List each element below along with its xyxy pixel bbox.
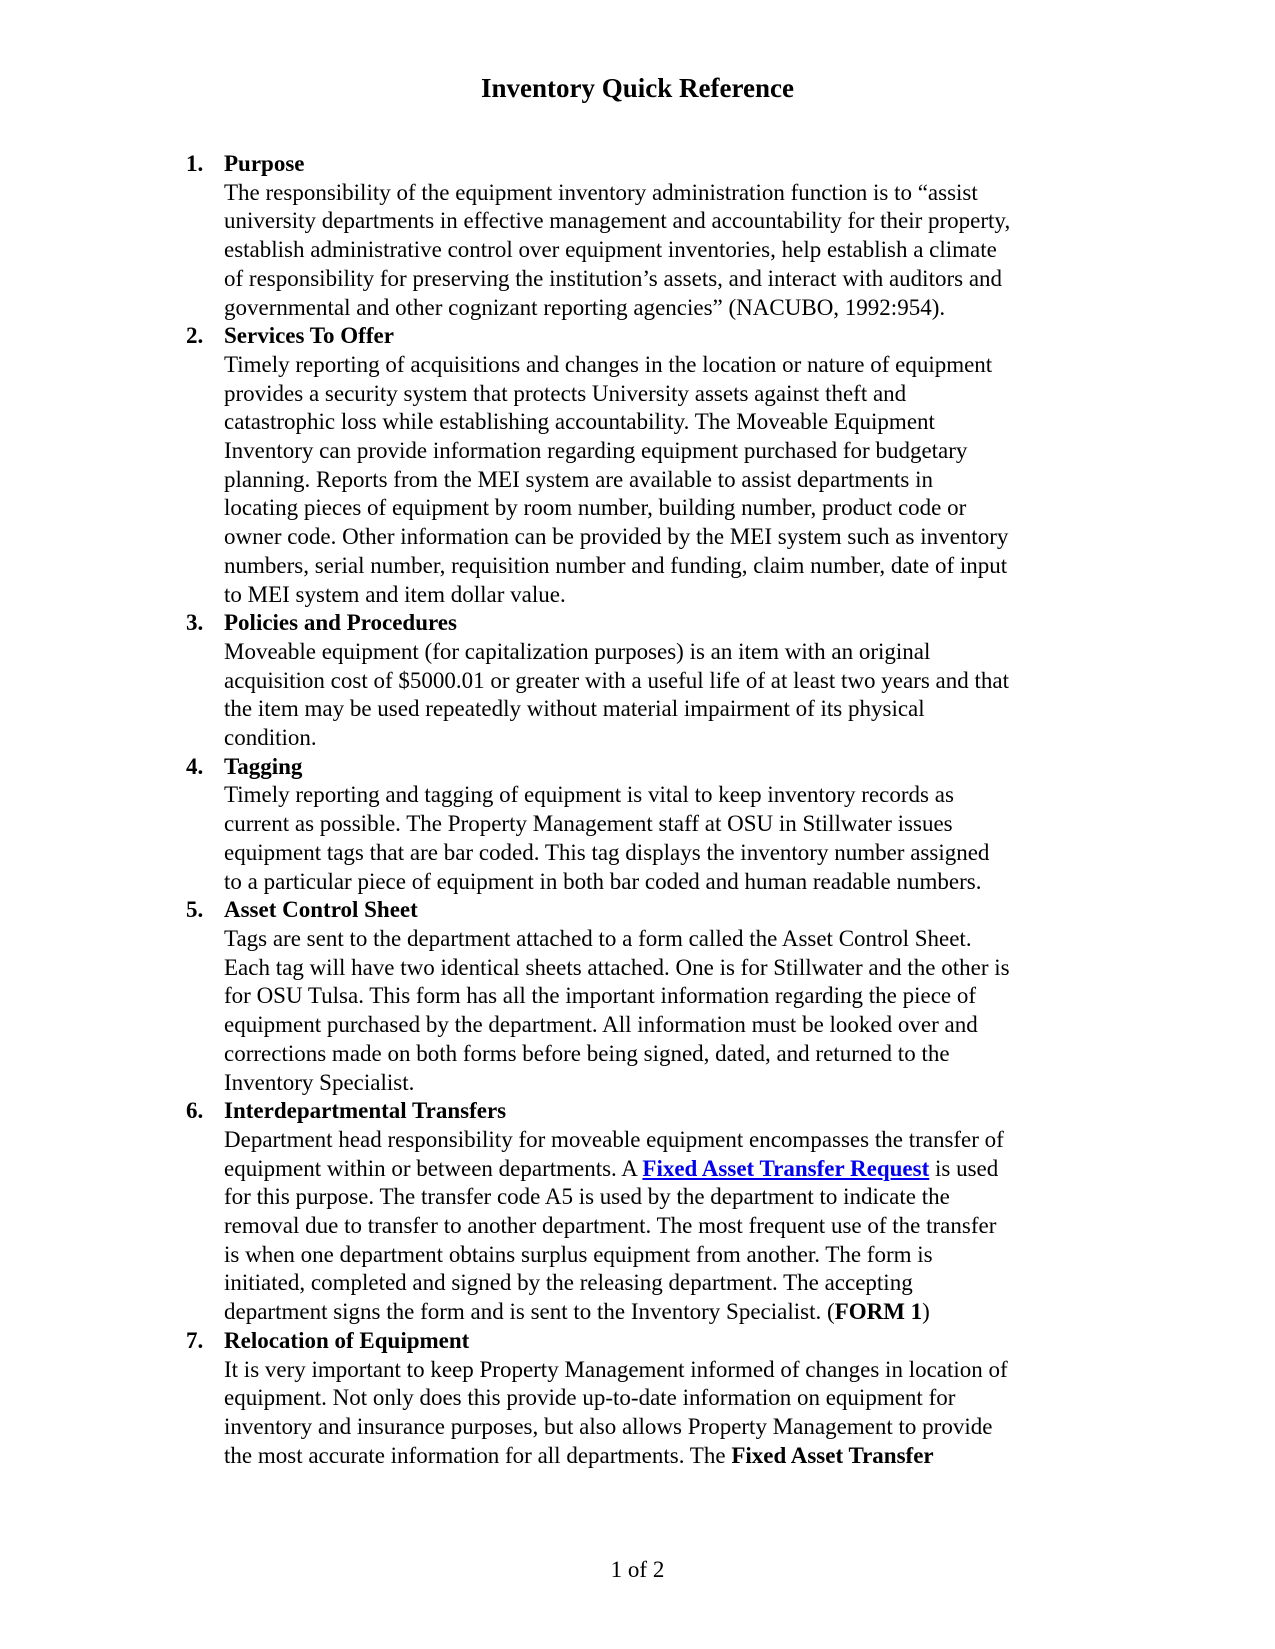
body-line: It is very important to keep Property Management informed of changes in location of — [224, 1356, 1008, 1382]
section-number: 6. — [186, 1098, 204, 1124]
body-line: for this purpose. The transfer code A5 is used by the department to indicate the — [224, 1184, 950, 1210]
body-text: is used — [929, 1155, 999, 1181]
body-line: acquisition cost of $5000.01 or greater with a useful life of at least two years and that — [224, 667, 1009, 693]
section-heading: Policies and Procedures — [224, 610, 457, 636]
form-reference: FORM 1 — [834, 1299, 923, 1325]
body-line — [224, 1442, 1094, 1471]
body-line: provides a security system that protects University assets against theft and — [224, 380, 907, 406]
body-line: Each tag will have two identical sheets attached. One is for Stillwater and the other is — [224, 954, 1010, 980]
fixed-asset-transfer-request-link[interactable]: Fixed Asset Transfer Request — [642, 1155, 930, 1181]
body-line: condition. — [224, 725, 317, 751]
body-line: inventory and insurance purposes, but also allows Property Management to provide — [224, 1413, 993, 1439]
body-line: The responsibility of the equipment inventory administration function is to “assist — [224, 179, 978, 205]
body-line: establish administrative control over equipment inventories, help establish a climate — [224, 237, 997, 263]
page-title: Inventory Quick Reference — [481, 73, 794, 103]
body-line: current as possible. The Property Management staff at OSU in Stillwater issues — [224, 811, 953, 837]
body-text: equipment within or between departments. A — [224, 1155, 643, 1181]
body-line: locating pieces of equipment by room number, building number, product code or — [224, 495, 967, 521]
body-line: university departments in effective management and accountability for their property, — [224, 208, 1011, 234]
body-line — [224, 1155, 1094, 1184]
section-number: 2. — [186, 323, 204, 349]
section-heading: Relocation of Equipment — [224, 1327, 470, 1353]
section-heading: Interdepartmental Transfers — [224, 1098, 507, 1124]
section-number: 3. — [186, 610, 204, 636]
section-number: 7. — [186, 1327, 204, 1353]
body-line: Inventory can provide information regarding equipment purchased for budgetary — [224, 438, 968, 464]
body-line: catastrophic loss while establishing accountability. The Moveable Equipment — [224, 409, 935, 435]
body-line: Inventory Specialist. — [224, 1069, 415, 1095]
section-asset-control-sheet — [0, 896, 1275, 1097]
body-line: the item may be used repeatedly without material impairment of its physical — [224, 696, 925, 722]
section-tagging — [0, 753, 1275, 897]
section-policies — [0, 609, 1275, 753]
body-line: owner code. Other information can be provided by the MEI system such as inventory — [224, 524, 1009, 550]
section-relocation — [0, 1327, 1275, 1471]
section-number: 1. — [186, 151, 204, 176]
body-line: for OSU Tulsa. This form has all the important information regarding the piece of — [224, 983, 977, 1009]
section-heading: Asset Control Sheet — [224, 897, 418, 923]
body-text: department signs the form and is sent to the Inventory Specialist. ( — [224, 1299, 835, 1325]
body-line: equipment. Not only does this provide up-to-date information on equipment for — [224, 1385, 956, 1411]
page-number: 1 of 2 — [610, 1557, 665, 1582]
body-line: Tags are sent to the department attached to a form called the Asset Control Sheet. — [224, 925, 972, 951]
body-line: planning. Reports from the MEI system are available to assist departments in — [224, 466, 934, 492]
section-heading: Services To Offer — [224, 323, 394, 349]
section-heading: Purpose — [224, 151, 305, 176]
body-line: is when one department obtains surplus equipment from another. The form is — [224, 1241, 933, 1267]
body-line: Moveable equipment (for capitalization purposes) is an item with an original — [224, 638, 931, 664]
body-line: to a particular piece of equipment in both bar coded and human readable numbers. — [224, 868, 982, 894]
section-services — [0, 322, 1275, 609]
body-text: ) — [922, 1299, 930, 1325]
body-line: Timely reporting of acquisitions and changes in the location or nature of equipment — [224, 351, 993, 377]
section-heading: Tagging — [224, 753, 303, 779]
body-line: equipment tags that are bar coded. This tag displays the inventory number assigned — [224, 839, 990, 865]
body-line: of responsibility for preserving the institution’s assets, and interact with auditors and — [224, 265, 1003, 291]
body-line: numbers, serial number, requisition number and funding, claim number, date of input — [224, 552, 1008, 578]
body-line: removal due to transfer to another department. The most frequent use of the transfer — [224, 1213, 997, 1239]
body-line: governmental and other cognizant reporting agencies” (NACUBO, 1992:954). — [224, 294, 946, 320]
section-number: 4. — [186, 753, 204, 779]
section-list — [0, 150, 1275, 1470]
section-number: 5. — [186, 897, 204, 923]
body-line: corrections made on both forms before being signed, dated, and returned to the — [224, 1040, 950, 1066]
form-name: Fixed Asset Transfer — [731, 1442, 934, 1468]
section-interdepartmental-transfers — [0, 1097, 1275, 1327]
body-line: to MEI system and item dollar value. — [224, 581, 566, 607]
body-line: equipment purchased by the department. All information must be looked over and — [224, 1012, 978, 1038]
section-purpose — [0, 150, 1275, 322]
body-text: the most accurate information for all departments. The — [224, 1442, 732, 1468]
body-line: Timely reporting and tagging of equipment is vital to keep inventory records as — [224, 782, 954, 808]
body-line: Department head responsibility for moveable equipment encompasses the transfer of — [224, 1126, 1004, 1152]
body-line: initiated, completed and signed by the releasing department. The accepting — [224, 1270, 913, 1296]
body-line — [224, 1298, 1094, 1327]
